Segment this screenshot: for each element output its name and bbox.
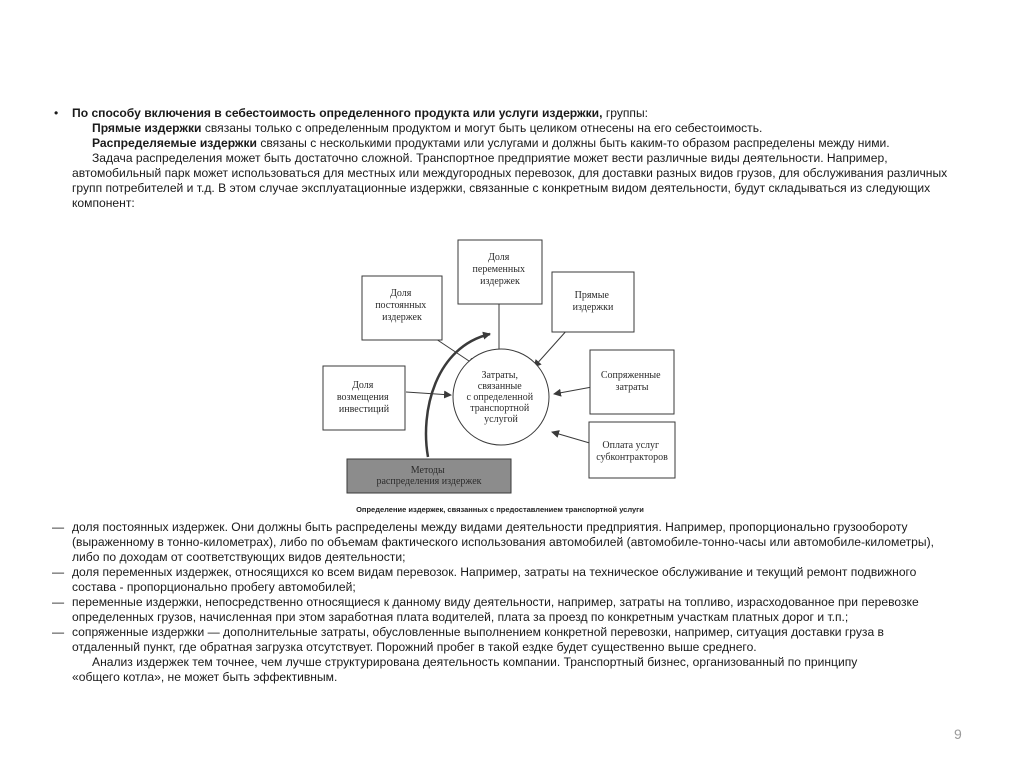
- list-item: [52, 625, 952, 655]
- direct-costs-definition: связаны только с определенным продуктом и могут быть целиком отнесены на его себестоимость.: [201, 121, 763, 135]
- box-subcontractors-line: субконтракторов: [596, 452, 668, 463]
- box-investment-share-line: инвестиций: [338, 404, 390, 415]
- box-associated-line: затраты: [615, 382, 649, 393]
- center-line: услугой: [484, 414, 518, 425]
- closing-rest: «общего котла», не может быть эффективным.: [72, 670, 338, 684]
- box-variable-share-line: переменных: [472, 264, 525, 275]
- list-item: [52, 595, 952, 625]
- list-item-text: доля постоянных издержек. Они должны быть распределены между видами деятельности предприятия. Например, пропорционально грузообороту (выраженному в тонно-километрах), либо по объемам фактического использования автомобилей (автомобиле-тонно-часы или автомобиле-километры), либо по доходам от соответствующих видов деятельности;: [72, 520, 934, 564]
- box-fixed-share-line: Доля: [390, 288, 412, 299]
- box-variable-share-line: издержек: [480, 276, 520, 287]
- classification-heading: По способу включения в себестоимость определенного продукта или услуги издержки,: [72, 106, 603, 120]
- direct-costs-term: Прямые издержки: [92, 121, 202, 135]
- closing-first-line: Анализ издержек тем точнее, чем лучше структурирована деятельность компании. Транспортный бизнес, организованный по принципу: [92, 655, 858, 669]
- center-node: [453, 349, 549, 445]
- box-methods-line: распределения издержек: [376, 476, 482, 487]
- list-item: [52, 520, 952, 565]
- center-line: с определенной: [466, 392, 534, 403]
- list-item-text: переменные издержки, непосредственно относящиеся к данному виду деятельности, например, затраты на топливо, израсходованное при перевозке определенных грузов, начисленная при этом заработная плата водителей, плата за проезд по конкретным участкам платных дорог и т.п.;: [72, 595, 919, 624]
- intro-block: [52, 106, 952, 211]
- box-investment-share: [323, 366, 405, 430]
- box-direct-line: издержки: [572, 302, 614, 313]
- svg-text:Оплата услуг субконтра: [596, 440, 668, 463]
- arrow-subcontractors-to-center: [552, 432, 593, 444]
- distributed-costs-line: [52, 136, 952, 151]
- arrow-investment-to-center: [406, 392, 451, 395]
- components-list: [52, 520, 952, 685]
- center-line: Затраты,: [481, 370, 518, 381]
- dash-marker: —: [52, 595, 65, 609]
- center-line: транспортной: [470, 403, 530, 414]
- box-variable-share: [458, 240, 542, 304]
- dash-marker: —: [52, 565, 65, 579]
- list-item: [52, 565, 952, 595]
- box-methods: [347, 459, 511, 493]
- direct-costs-line: [52, 121, 952, 136]
- box-fixed-share-line: постоянных: [375, 300, 427, 311]
- box-fixed-share-line: издержек: [382, 312, 422, 323]
- box-methods-line: Методы: [410, 465, 445, 476]
- distribution-task-first-line: Задача распределения может быть достаточно сложной. Транспортное предприятие может вести различные виды деятельности. Например,: [92, 151, 888, 165]
- box-variable-share-line: Доля: [488, 252, 510, 263]
- distributed-costs-term: Распределяемые издержки: [92, 136, 257, 150]
- cost-components-diagram: [310, 232, 690, 522]
- dash-marker: —: [52, 520, 65, 534]
- closing-paragraph: [52, 655, 952, 685]
- box-subcontractors: [589, 422, 675, 478]
- box-direct-line: Прямые: [574, 290, 609, 301]
- box-subcontractors-line: Оплата услуг: [602, 440, 660, 451]
- box-investment-share-line: Доля: [352, 380, 374, 391]
- box-direct: [552, 272, 634, 332]
- box-associated-line: Сопряженные: [600, 370, 661, 381]
- list-item-text: сопряженные издержки — дополнительные затраты, обусловленные выполнением конкретной перевозки, например, ситуация доставки груза в отдаленный пункт, где обратная загрузка отсутствует. Порожний пробег в такой ездке будет существенно выше среднего.: [72, 625, 884, 654]
- distribution-task-paragraph: [52, 151, 952, 211]
- distribution-task-rest: автомобильный парк может использоваться для местных или междугородных перевозок, для доставки разных видов грузов, для обслуживания различных групп потребителей и т.д. В этом случае эксплуатационные издержки, связанные с конкретным видом деятельности, будут складываться из следующих компонент:: [72, 166, 948, 210]
- classification-line: [52, 106, 952, 121]
- diagram-caption: Определение издержек, связанных с предоставлением транспортной услуги: [356, 505, 644, 514]
- distributed-costs-definition: связаны с несколькими продуктами или услугами и должны быть каким-то образом распределены между ними.: [256, 136, 890, 150]
- box-investment-share-line: возмещения: [336, 392, 389, 403]
- box-associated: [590, 350, 674, 414]
- classification-tail: группы:: [602, 106, 649, 120]
- arrow-direct-to-center: [534, 329, 568, 367]
- bullet-marker: •: [54, 106, 59, 120]
- arrow-associated-to-center: [554, 387, 592, 394]
- list-item-text: доля переменных издержек, относящихся ко всем видам перевозок. Например, затраты на техническое обслуживание и текущий ремонт подвижного состава - пропорционально пробегу автомобилей;: [72, 565, 917, 594]
- page-number: 9: [954, 726, 962, 742]
- svg-text:Прямые издержки: [573, 290, 614, 313]
- box-fixed-share: [362, 276, 442, 340]
- center-line: связанные: [477, 381, 522, 392]
- dash-marker: —: [52, 625, 65, 639]
